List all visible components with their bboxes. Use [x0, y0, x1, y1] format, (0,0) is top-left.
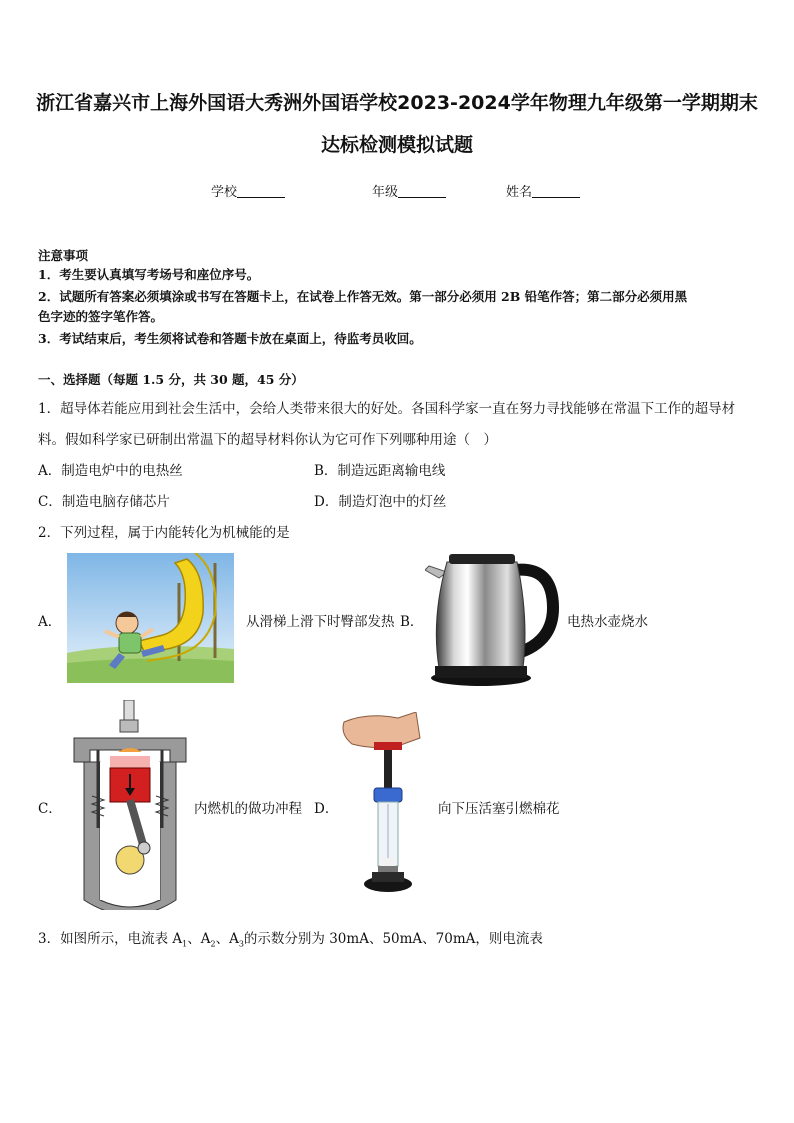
- electric-kettle-image: [425, 548, 560, 688]
- name-field: 姓名: [506, 181, 580, 200]
- title-line-1: 浙江省嘉兴市上海外国语大秀洲外国语学校2023-2024学年物理九年级第一学期期末: [36, 92, 758, 114]
- q1-option-b: B．制造远距离输电线: [314, 463, 446, 479]
- school-field: 学校: [211, 181, 285, 200]
- q2-c-text: 内燃机的做功冲程: [194, 801, 302, 817]
- q2-c-label: C．: [38, 801, 62, 817]
- q1-option-c: C．制造电脑存储芯片: [38, 494, 170, 510]
- q3-stem: 3．如图所示，电流表 $A_1$、$A_2$、$A_3$的示数分别为 30mA、50mA、70mA，则电流表: [38, 931, 543, 949]
- name-blank: [532, 184, 580, 198]
- slide-illustration: [67, 553, 234, 683]
- q2-d-text: 向下压活塞引燃棉花: [438, 801, 560, 817]
- school-blank: [237, 184, 285, 198]
- notice-item-2: 2．试题所有答案必须填涂或书写在答题卡上，在试卷上作答无效。第一部分必须用 2B 铅笔作答；第二部分必须用黑: [38, 289, 688, 304]
- q2-b-text: 电热水壶烧水: [567, 614, 648, 630]
- q1-stem-line1: 1．超导体若能应用到社会生活中，会给人类带来很大的好处。各国科学家一直在努力寻找能够在常温下工作的超导材: [38, 401, 736, 417]
- notice-heading: 注意事项: [38, 248, 89, 263]
- q1-stem-line2: 料。假如科学家已研制出常温下的超导材料你认为它可作下列哪种用途（ ）: [38, 432, 497, 448]
- q1-option-d: D．制造灯泡中的灯丝: [314, 494, 447, 510]
- grade-field: 年级: [372, 181, 446, 200]
- air-compression-syringe-image: [338, 712, 423, 902]
- engine-cylinder-diagram: [70, 700, 190, 910]
- title-line-2: 达标检测模拟试题: [320, 134, 473, 156]
- notice-item-3: 3．考试结束后，考生须将试卷和答题卡放在桌面上，待监考员收回。: [38, 331, 422, 346]
- q2-b-label: B．: [400, 614, 424, 630]
- q2-d-label: D．: [314, 801, 339, 817]
- grade-blank: [398, 184, 446, 198]
- notice-item-1: 1．考生要认真填写考场号和座位序号。: [38, 267, 260, 282]
- q1-option-a: A．制造电炉中的电热丝: [38, 463, 183, 479]
- q2-a-label: A．: [38, 614, 62, 630]
- notice-item-2-cont: 色字迹的签字笔作答。: [38, 309, 164, 324]
- q2-stem: 2．下列过程，属于内能转化为机械能的是: [38, 525, 290, 541]
- q2-a-text: 从滑梯上滑下时臀部发热: [246, 614, 395, 630]
- section-heading: 一、选择题（每题 1.5 分，共 30 题，45 分）: [38, 372, 304, 387]
